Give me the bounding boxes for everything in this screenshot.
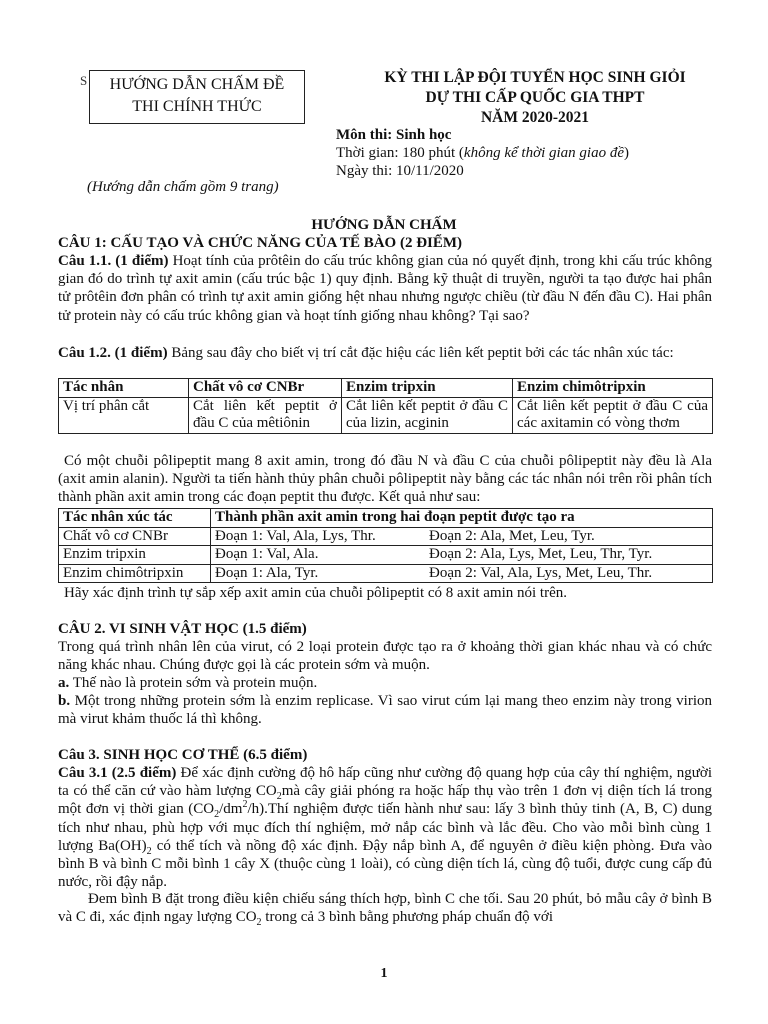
exam-title-1: KỲ THI LẬP ĐỘI TUYỂN HỌC SINH GIỎI <box>384 69 686 86</box>
q1-1-paragraph <box>58 252 712 325</box>
q1-ask: Hãy xác định trình tự sắp xếp axit amin của chuỗi pôlipeptit có 8 axit amin nói trên. <box>64 585 568 601</box>
table2-segments <box>211 546 713 565</box>
table1-cell: Cắt liên kết peptit ở đầu C của các axitamin có vòng thơm <box>513 397 713 433</box>
q3-1-text-d: /h).Thí nghiệm được tiến hành như sau: lấy 3 bình thủy tinh (A, B, C) dung tích như nhau, phù hợp với mục đích thí nghiệm, mở nắp các bình và lắc đều. Cho vào mỗi bình cùng 1 lượng Ba(OH) <box>58 801 712 854</box>
q2-a-label: a. <box>58 675 70 691</box>
table2-agent: Chất vô cơ CNBr <box>59 527 211 546</box>
table1-cell: Vị trí phân cắt <box>59 397 189 433</box>
subscript: 2 <box>214 809 220 821</box>
table-row <box>59 564 713 583</box>
q3-heading: Câu 3. SINH HỌC CƠ THỂ (6.5 điểm) <box>58 747 308 763</box>
table2-header: Tác nhân xúc tác <box>59 509 211 528</box>
guide-title: HƯỚNG DẪN CHẤM <box>311 217 457 233</box>
exam-title-2: DỰ THI CẤP QUỐC GIA THPT <box>425 89 645 106</box>
subscript: 2 <box>256 917 262 929</box>
q1-1-label: Câu 1.1. (1 điểm) <box>58 253 169 269</box>
official-guide-box <box>89 70 305 124</box>
q1-2-paragraph <box>58 344 712 362</box>
time-italic: không kể thời gian giao đề <box>463 145 624 161</box>
table1-cell: Cắt liên kết peptit ở đầu C của mêtiônin <box>189 397 342 433</box>
time-line <box>336 144 629 162</box>
q1-1-text: Hoạt tính của prôtêin do cấu trúc không gian của nó quyết định, trong khi cấu trúc không gian đó do trình tự axit amin (cấu trúc bậc 1) quy định. Bằng kỹ thuật di truyền, người ta tạo được hai phân tử prôtêin đơn phân có trình tự axit amin giống hệt nhau nhưng ngược chiều (từ đầu N đến đầu C). Hai phân tử protein này có cấu trúc không gian và hoạt tính giống nhau không? Tại sao? <box>58 253 713 324</box>
table1-cell: Cắt liên kết peptit ở đầu C của lizin, acginin <box>342 397 513 433</box>
table1-header: Chất vô cơ CNBr <box>189 379 342 398</box>
polypeptide-description: Có một chuỗi pôlipeptit mang 8 axit amin, trong đó đầu N và đầu C của chuỗi pôlipeptit này đều là Ala (axit amin alanin). Người ta tiến hành thủy phân chuỗi pôlipeptit này bằng các tác nhân nói trên rồi phân tích thành phần axit amin trong các đoạn peptit thu được. Kết quả như sau: <box>58 453 712 506</box>
time-prefix: Thời gian: 180 phút ( <box>336 145 464 161</box>
segment-1: Đoạn 1: Val, Ala, Lys, Thr. <box>215 527 376 544</box>
table2-agent: Enzim tripxin <box>59 546 211 565</box>
q2-heading: CÂU 2. VI SINH VẬT HỌC (1.5 điểm) <box>58 621 307 637</box>
q1-heading: CÂU 1: CẤU TẠO VÀ CHỨC NĂNG CỦA TẾ BÀO (2 ĐIỂM) <box>58 235 463 251</box>
exam-date: Ngày thi: 10/11/2020 <box>336 163 464 179</box>
q3-2-text-b: trong cả 3 bình bằng phương pháp chuẩn độ với <box>261 909 553 926</box>
pages-note: (Hướng dẫn chấm gồm 9 trang) <box>87 179 279 195</box>
q3-1-label: Câu 3.1 (2.5 điểm) <box>58 765 177 781</box>
q3-1-text-a: Để xác định cường độ hô hấp cũng như cường độ quang hợp của cây thí nghiệm, người ta có thể căn cứ vào hàm lượng CO <box>58 765 713 800</box>
q2-a-text: Thế nào là protein sớm và protein muộn. <box>69 675 318 691</box>
segment-1: Đoạn 1: Val, Ala. <box>215 546 319 562</box>
table1-header: Enzim chimôtripxin <box>513 379 713 398</box>
q3-1-paragraph-2 <box>58 890 712 929</box>
q2-part-b <box>58 692 712 728</box>
box-line-2: THI CHÍNH THỨC <box>132 98 262 115</box>
subscript: 2 <box>146 845 152 857</box>
q3-1-text-b: mà cây giải phóng ra hoặc hấp thụ vào trên 1 đơn vị diện tích lá trong một đơn vị thời gian (CO <box>58 783 712 818</box>
cleavage-table <box>58 378 713 434</box>
segment-2: Đoạn 2: Val, Ala, Lys, Met, Leu, Thr. <box>429 564 653 581</box>
table-row <box>59 527 713 546</box>
q3-1-paragraph <box>58 764 712 891</box>
superscript: 2 <box>242 799 248 811</box>
exam-title-3: NĂM 2020-2021 <box>480 109 590 126</box>
segment-1: Đoạn 1: Ala, Tyr. <box>215 564 319 581</box>
page-number: 1 <box>380 966 388 981</box>
q2-b-text: Một trong những protein sớm là enzim replicase. Vì sao virut cúm lại mang theo enzim này trong virion mà virut khảm thuốc lá thì không. <box>58 693 712 728</box>
table1-header: Enzim tripxin <box>342 379 513 398</box>
q3-1-text-c: /dm <box>219 801 243 818</box>
table2-segments <box>211 564 713 583</box>
segment-2: Đoạn 2: Ala, Met, Leu, Tyr. <box>429 527 595 544</box>
time-suffix: ) <box>623 145 629 161</box>
q1-2-text: Bảng sau đây cho biết vị trí cắt đặc hiệu các liên kết peptit bởi các tác nhân xúc tác: <box>167 345 674 361</box>
table1-header: Tác nhân <box>59 379 189 398</box>
q3-1-text-e: có thể tích và nồng độ xác định. Đậy nắp bình A, để nguyên ở điều kiện phòng. Đưa vào bình B và bình C mỗi bình 1 cây X (thuộc cùng 1 loài), có cùng diện tích lá, cùng độ tuổi, được cung cấp đủ nước, rồi đậy nắp. <box>58 837 712 891</box>
table-row <box>59 546 713 565</box>
table2-header: Thành phần axit amin trong hai đoạn peptit được tạo ra <box>211 509 713 528</box>
q1-2-label: Câu 1.2. (1 điểm) <box>58 345 168 361</box>
segment-2: Đoạn 2: Ala, Lys, Met, Leu, Thr, Tyr. <box>429 546 653 562</box>
q2-b-label: b. <box>58 693 71 709</box>
table2-segments <box>211 527 713 546</box>
hydrolysis-table <box>58 508 713 583</box>
table2-agent: Enzim chimôtripxin <box>59 564 211 583</box>
subscript: 2 <box>276 791 282 803</box>
clipped-header-text: S <box>80 73 88 88</box>
q2-intro: Trong quá trình nhân lên của virut, có 2 loại protein được tạo ra ở khoảng thời gian khác nhau và có chức năng khác nhau. Chúng được gọi là các protein sớm và muộn. <box>58 639 712 674</box>
q2-part-a <box>58 674 712 692</box>
q3-2-text-a: Đem bình B đặt trong điều kiện chiếu sáng thích hợp, bình C che tối. Sau 20 phút, bỏ mẫu cây ở bình B và C đi, xác định ngay lượng CO <box>58 891 712 926</box>
subject-line: Môn thi: Sinh học <box>336 127 452 143</box>
box-line-1: HƯỚNG DẪN CHẤM ĐỀ <box>109 76 285 93</box>
